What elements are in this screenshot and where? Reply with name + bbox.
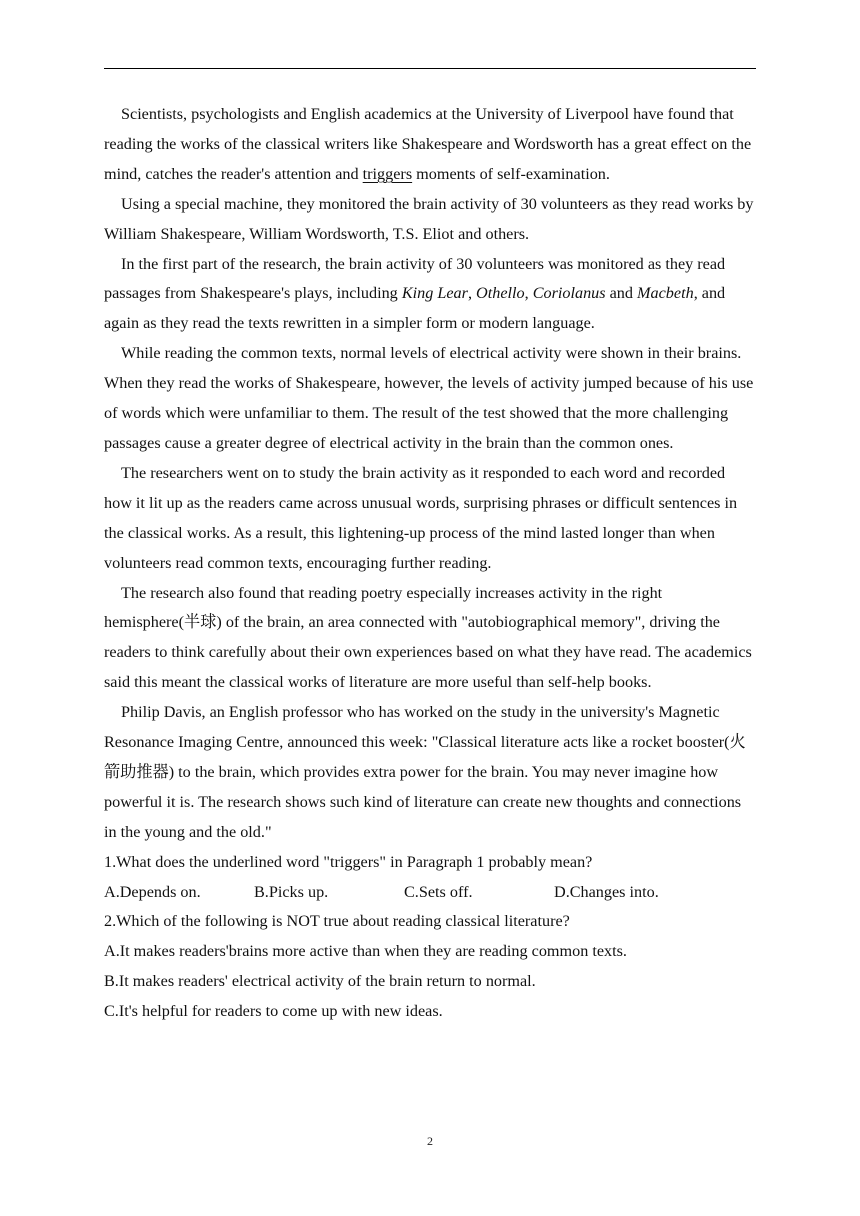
- question-1-stem: 1.What does the underlined word "triggers" in Paragraph 1 probably mean?: [104, 852, 593, 871]
- paragraph-2: Using a special machine, they monitored the brain activity of 30 volunteers as they read works by William Shakespeare, William Wordsworth, T.S. Eliot and others.: [104, 194, 754, 243]
- paragraph-3-text-1: In the first part of the research, the brain activity of 30 volunteers was monitored as they read passages from Shakespeare's plays, including: [104, 254, 726, 303]
- question-1-option-c[interactable]: C.Sets off.: [404, 882, 473, 901]
- question-1-option-b[interactable]: B.Picks up.: [254, 882, 329, 901]
- paragraph-1-text-after: moments of self-examination.: [412, 164, 610, 183]
- question-1-option-a[interactable]: A.Depends on.: [104, 882, 201, 901]
- separator-1: ,: [467, 284, 477, 303]
- paragraph-3: [104, 250, 756, 340]
- question-2-option-b[interactable]: B.It makes readers' electrical activity of the brain return to normal.: [104, 972, 536, 991]
- paragraph-7: Philip Davis, an English professor who has worked on the study in the university's Magnetic Resonance Imaging Centre, announced this week: "Classical literature acts like a rocket booster(火箭助推器) to the brain, which provides extra power for the brain. You may never imagine how powerful it is. The research shows such kind of literature can create new thoughts and connections in the young and the old.": [104, 703, 746, 841]
- separator-2: ,: [524, 284, 533, 303]
- paragraph-5: The researchers went on to study the brain activity as it responded to each word and recorded how it lit up as the readers came across unusual words, surprising phrases or difficult sentences in the classical works. As a result, this lightening-up process of the mind lasted longer than when volunteers read common texts, encouraging further reading.: [104, 463, 738, 572]
- separator-3: and: [605, 284, 638, 303]
- play-title-coriolanus: Coriolanus: [532, 284, 606, 303]
- paragraph-4: While reading the common texts, normal levels of electrical activity were shown in their brains. When they read the works of Shakespeare, however, the levels of activity jumped because of his use of words which were unfamiliar to them. The result of the test showed that the more challenging passages cause a greater degree of electrical activity in the brain than the common ones.: [104, 344, 754, 452]
- question-1-option-d[interactable]: D.Changes into.: [554, 882, 659, 901]
- question-2-stem: 2.Which of the following is NOT true about reading classical literature?: [104, 912, 570, 931]
- question-2-option-c[interactable]: C.It's helpful for readers to come up with new ideas.: [104, 1002, 443, 1021]
- paragraph-1: [104, 100, 756, 190]
- paragraph-6: The research also found that reading poetry especially increases activity in the right hemisphere(半球) of the brain, an area connected with "autobiographical memory", driving the readers to think carefully about their own experiences based on what they have read. The academics said this meant the classical works of literature are more useful than self-help books.: [104, 583, 752, 692]
- header-rule: [104, 68, 756, 69]
- paragraph-3-text-2: , and again as they read the texts rewritten in a simpler form or modern language.: [104, 284, 726, 333]
- question-1-options: [104, 878, 756, 908]
- underlined-word-triggers: triggers: [362, 164, 413, 183]
- page-number: 2: [427, 1134, 433, 1148]
- play-title-macbeth: Macbeth: [637, 284, 694, 303]
- play-title-king-lear: King Lear: [401, 284, 468, 303]
- question-2-option-a[interactable]: A.It makes readers'brains more active than when they are reading common texts.: [104, 942, 627, 961]
- document-body: [104, 100, 756, 1027]
- paragraph-1-text-before: Scientists, psychologists and English academics at the University of Liverpool have found that reading the works of the classical writers like Shakespeare and Wordsworth has a great effect on the mind, catches the reader's attention and: [104, 105, 752, 183]
- play-title-othello: Othello: [476, 284, 525, 303]
